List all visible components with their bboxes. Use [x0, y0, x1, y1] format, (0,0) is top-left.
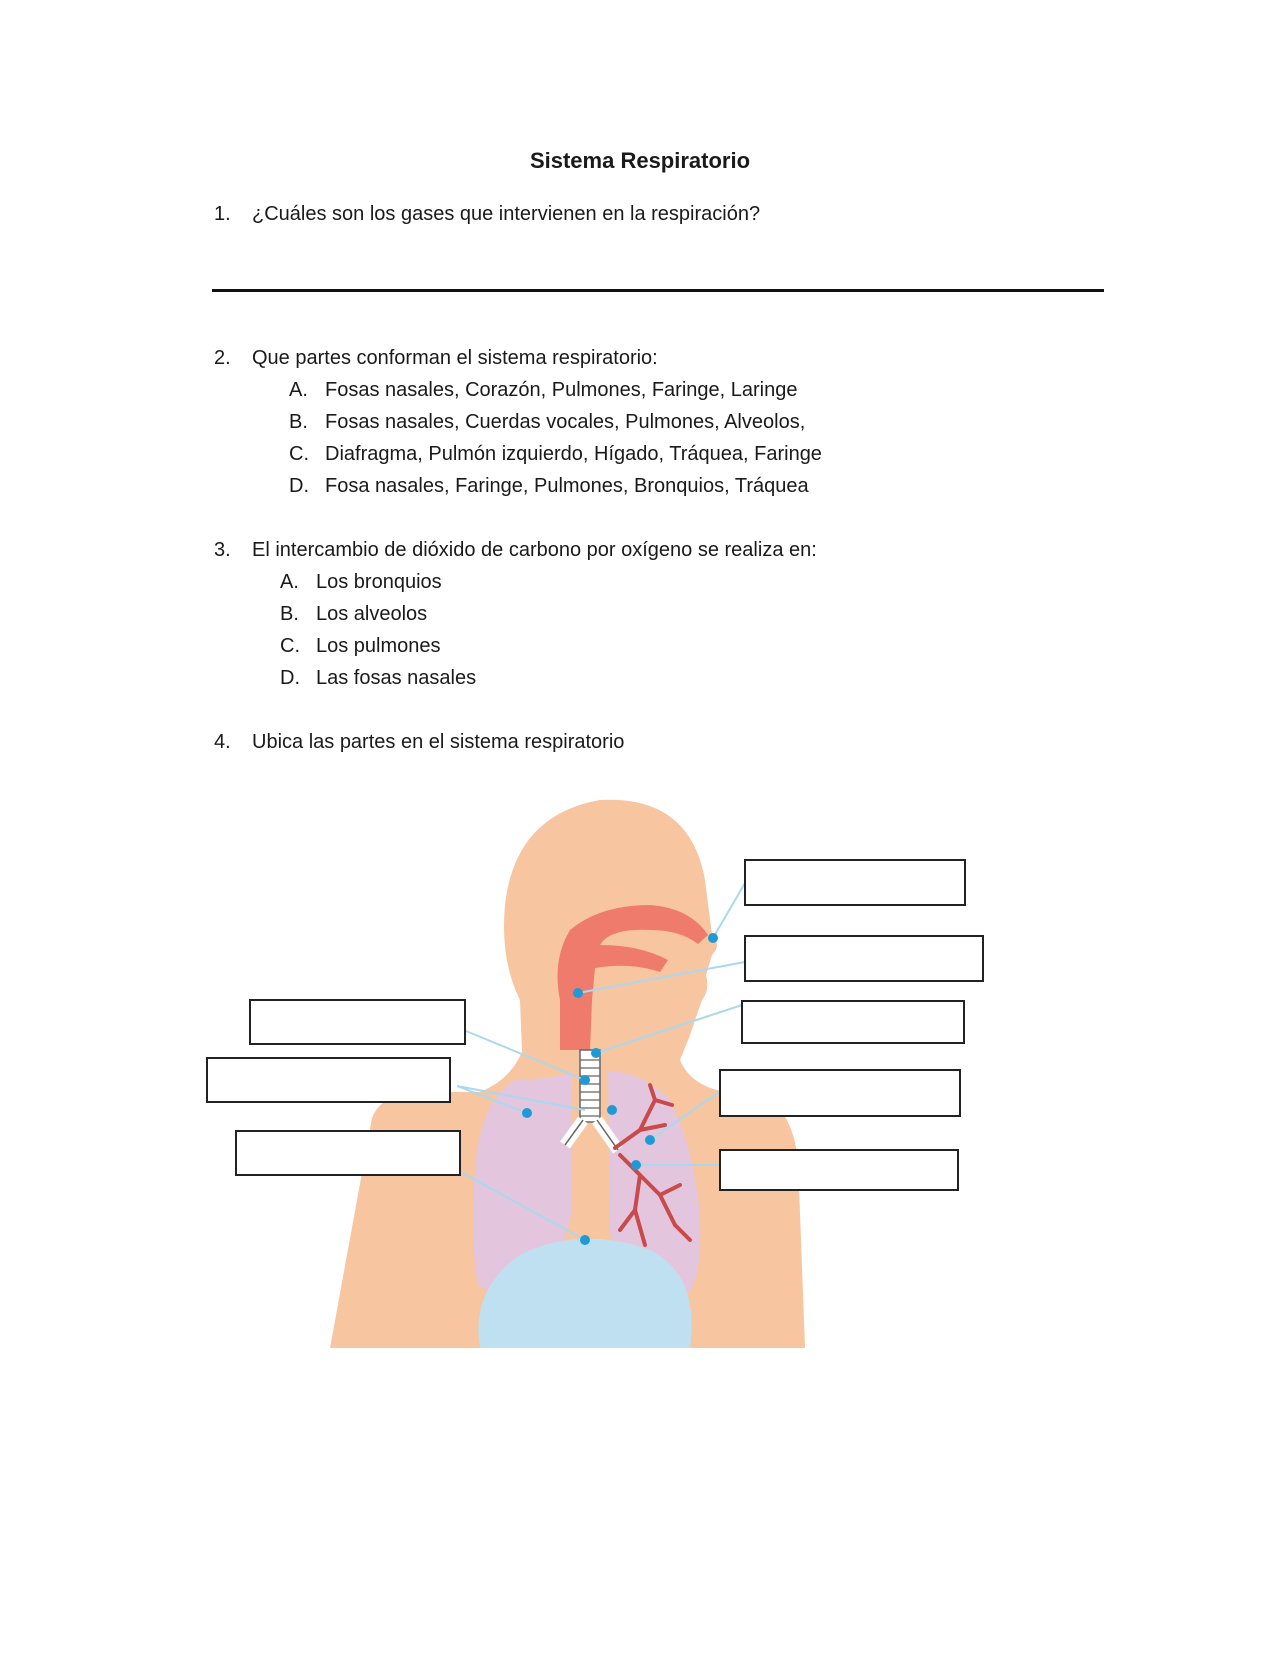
option-text: Fosas nasales, Cuerdas vocales, Pulmones, Alveolos, — [325, 411, 806, 433]
question-1 — [214, 203, 760, 226]
trachea — [580, 1050, 600, 1122]
option-text: Diafragma, Pulmón izquierdo, Hígado, Tráquea, Faringe — [325, 443, 822, 465]
option-letter: D. — [289, 475, 309, 497]
option-letter: C. — [289, 443, 309, 465]
option-2d — [289, 475, 809, 498]
question-number: 4. — [214, 731, 231, 753]
option-2c — [289, 443, 822, 466]
option-text: Los pulmones — [316, 635, 441, 657]
question-text: El intercambio de dióxido de carbono por oxígeno se realiza en: — [252, 539, 817, 561]
option-letter: A. — [280, 571, 299, 593]
option-text: Las fosas nasales — [316, 667, 477, 689]
respiratory-system-diagram — [200, 790, 1000, 1350]
label-box-3[interactable] — [742, 1001, 964, 1043]
label-box-7[interactable] — [720, 1070, 960, 1116]
question-3 — [214, 539, 817, 562]
question-text: Ubica las partes en el sistema respiratorio — [252, 731, 625, 753]
question-2 — [214, 347, 658, 370]
label-box-6[interactable] — [236, 1131, 460, 1175]
label-box-2[interactable] — [745, 936, 983, 981]
option-2b — [289, 411, 805, 434]
question-text: ¿Cuáles son los gases que intervienen en la respiración? — [252, 203, 761, 225]
answer-line — [212, 289, 1104, 292]
option-2a — [289, 379, 797, 402]
question-4 — [214, 731, 624, 754]
question-number: 2. — [214, 347, 231, 369]
label-box-8[interactable] — [720, 1150, 958, 1190]
label-box-4[interactable] — [250, 1000, 465, 1044]
option-text: Fosas nasales, Corazón, Pulmones, Faringe, Laringe — [325, 379, 798, 401]
option-letter: C. — [280, 635, 300, 657]
option-3d — [280, 667, 476, 690]
question-text: Que partes conforman el sistema respiratorio: — [252, 347, 658, 369]
option-text: Fosa nasales, Faringe, Pulmones, Bronquios, Tráquea — [325, 475, 809, 497]
option-letter: B. — [289, 411, 308, 433]
option-3b — [280, 603, 427, 626]
option-letter: A. — [289, 379, 308, 401]
page-title: Sistema Respiratorio — [529, 148, 751, 173]
option-letter: D. — [280, 667, 300, 689]
option-3a — [280, 571, 442, 594]
option-letter: B. — [280, 603, 299, 625]
label-box-5[interactable] — [207, 1058, 450, 1102]
option-text: Los alveolos — [316, 603, 428, 625]
question-number: 1. — [214, 203, 231, 225]
label-box-1[interactable] — [745, 860, 965, 905]
option-3c — [280, 635, 441, 658]
option-text: Los bronquios — [316, 571, 442, 593]
question-number: 3. — [214, 539, 231, 561]
